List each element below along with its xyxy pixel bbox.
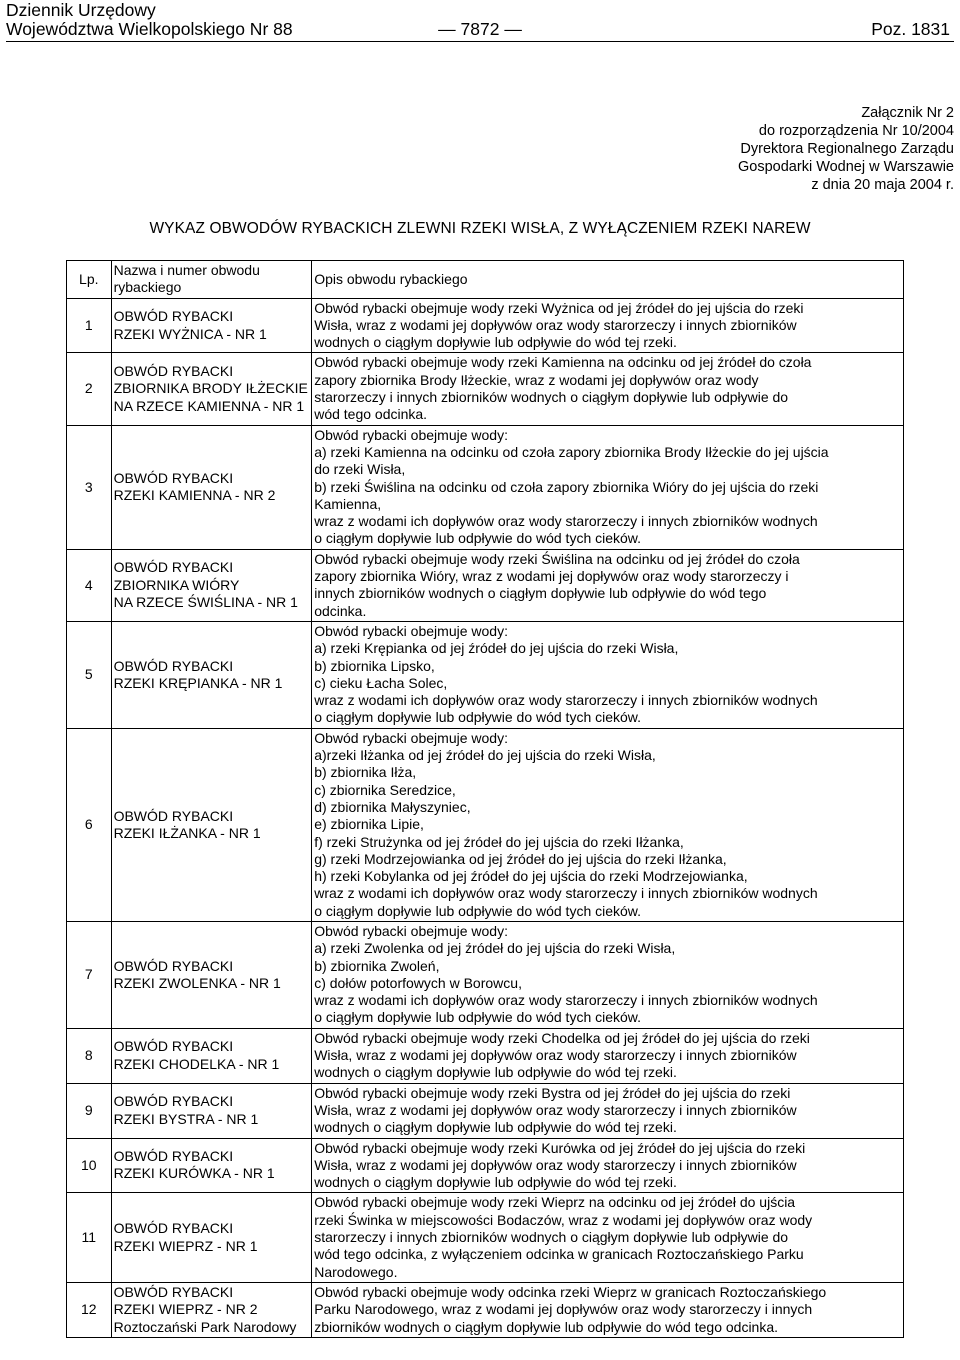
district-name-line: OBWÓD RYBACKI [113,657,234,674]
district-description [312,298,904,353]
row-number: 7 [67,921,112,1028]
description-line: Wisła, wraz z wodami jej dopływów oraz wody starorzeczy i innych zbiorników [314,1047,797,1064]
description-line: Wisła, wraz z wodami jej dopływów oraz wody starorzeczy i innych zbiorników [314,316,797,333]
row-number: 1 [67,298,112,353]
district-name [111,1282,312,1337]
district-name [111,353,312,425]
district-description [312,353,904,425]
description-line: starorzeczy i innych zbiorników wodnych o ciągłym dopływie lub odpływie do [314,389,789,406]
header-name-line: rybackiego [113,279,182,296]
description-line: Narodowego. [314,1263,398,1280]
description-line: e) zbiornika Lipie, [314,816,424,833]
description-line: g) rzeki Modrzejowianka od jej źródeł do jej ujścia do rzeki Iłżanka, [314,850,727,867]
district-name [111,1083,312,1138]
description-line: o ciągłym dopływie lub odpływie do wód tych cieków. [314,902,642,919]
description-line: h) rzeki Kobylanka od jej źródeł do jej ujścia do rzeki Modrzejowianka, [314,868,748,885]
description-line: a)rzeki Iłżanka od jej źródeł do jej ujścia do rzeki Wisła, [314,747,656,764]
description-line: rzeki Świnka w miejscowości Bodaczów, wraz z wodami jej dopływów oraz wody [314,1211,813,1228]
row-number: 8 [67,1028,112,1083]
district-description [312,425,904,549]
district-name-line: OBWÓD RYBACKI [113,807,234,824]
district-name [111,1138,312,1193]
table-row [67,621,904,728]
annex-line: do rozporządzenia Nr 10/2004 [758,123,954,139]
district-name-line: OBWÓD RYBACKI [113,1093,234,1110]
district-name-line: OBWÓD RYBACKI [113,469,234,486]
annex-line: Gospodarki Wodnej w Warszawie [738,159,954,175]
district-description [312,621,904,728]
row-number: 4 [67,549,112,621]
description-line: o ciągłym dopływie lub odpływie do wód tych cieków. [314,1009,642,1026]
row-number: 9 [67,1083,112,1138]
table-body [67,298,904,1337]
district-name [111,1028,312,1083]
district-name-line: ZBIORNIKA BRODY IŁŻECKIE [113,380,308,397]
description-line: zapory zbiornika Brody Iłżeckie, wraz z wodami jej dopływów oraz wody [314,371,759,388]
table-row [67,353,904,425]
description-line: wodnych o ciągłym dopływie lub odpływie do wód tej rzeki. [314,1119,677,1136]
description-line: Wisła, wraz z wodami jej dopływów oraz wody starorzeczy i innych zbiorników [314,1156,797,1173]
district-description [312,1083,904,1138]
description-line: wodnych o ciągłym dopływie lub odpływie do wód tej rzeki. [314,1064,677,1081]
district-name [111,728,312,921]
table-row [67,1083,904,1138]
description-line: c) zbiornika Seredzice, [314,781,456,798]
fishing-districts-table [66,260,904,1338]
description-line: zapory zbiornika Wióry, wraz z wodami jej dopływów oraz wody starorzeczy i [314,568,789,585]
description-line: b) zbiornika Zwoleń, [314,957,440,974]
table-row [67,728,904,921]
district-name-line: OBWÓD RYBACKI [113,1038,234,1055]
district-name [111,549,312,621]
district-name-line: OBWÓD RYBACKI [113,559,234,576]
district-name-line: ZBIORNIKA WIÓRY [113,576,240,593]
row-number: 5 [67,621,112,728]
description-line: wraz z wodami ich dopływów oraz wody starorzeczy i innych zbiorników wodnych [314,885,818,902]
district-name-line: OBWÓD RYBACKI [113,363,234,380]
district-description [312,1028,904,1083]
district-name-line: RZEKI KURÓWKA - NR 1 [113,1165,275,1182]
description-line: Kamienna, [314,495,382,512]
description-line: wraz z wodami ich dopływów oraz wody starorzeczy i innych zbiorników wodnych [314,992,818,1009]
description-line: a) rzeki Kamienna na odcinku od czoła zapory zbiornika Brody Iłżeckie do jej ujścia [314,443,829,460]
district-name [111,425,312,549]
description-line: wód tego odcinka, z wyłączeniem odcinka w granicach Roztoczańskiego Parku [314,1246,804,1263]
district-description [312,921,904,1028]
description-line: zbiorników wodnych o ciągłym dopływie lub odpływie do wód tego odcinka. [314,1318,779,1335]
journal-name-line2: Województwa Wielkopolskiego Nr 88 [6,19,293,39]
table-row [67,1282,904,1337]
district-description [312,549,904,621]
description-line: wodnych o ciągłym dopływie lub odpływie do wód tej rzeki. [314,1174,677,1191]
district-description [312,728,904,921]
header-name-line: Nazwa i numer obwodu [113,262,260,278]
header-name [111,261,312,299]
district-name [111,621,312,728]
description-line: wraz z wodami ich dopływów oraz wody starorzeczy i innych zbiorników wodnych [314,692,818,709]
district-description [312,1282,904,1337]
description-line: Obwód rybacki obejmuje wody: [314,622,508,639]
district-description [312,1193,904,1282]
description-line: Obwód rybacki obejmuje wody: [314,922,508,939]
description-line: a) rzeki Zwolenka od jej źródeł do jej ujścia do rzeki Wisła, [314,940,676,957]
description-line: Wisła, wraz z wodami jej dopływów oraz wody starorzeczy i innych zbiorników [314,1101,797,1118]
table-row [67,1138,904,1193]
table-row [67,1028,904,1083]
document-title: WYKAZ OBWODÓW RYBACKICH ZLEWNI RZEKI WISŁA, Z WYŁĄCZENIEM RZEKI NAREW [149,220,811,237]
description-line: o ciągłym dopływie lub odpływie do wód tych cieków. [314,709,642,726]
table-row [67,298,904,353]
description-line: innych zbiorników wodnych o ciągłym dopływie lub odpływie do wód tego [314,585,767,602]
position-number: Poz. 1831 [871,19,950,39]
description-line: Obwód rybacki obejmuje wody rzeki Bystra od jej źródeł do jej ujścia do rzeki [314,1084,791,1101]
district-name-line: RZEKI IŁŻANKA - NR 1 [113,824,261,841]
district-name-line: NA RZECE KAMIENNA - NR 1 [113,397,305,414]
description-line: Obwód rybacki obejmuje wody odcinka rzeki Wieprz w granicach Roztoczańskiego [314,1283,827,1300]
table-row [67,549,904,621]
annex-line: Dyrektora Regionalnego Zarządu [740,141,954,157]
district-name [111,298,312,353]
district-name [111,921,312,1028]
description-line: b) zbiornika Lipsko, [314,657,435,674]
row-number: 6 [67,728,112,921]
table-row [67,1193,904,1282]
description-line: Obwód rybacki obejmuje wody: [314,729,508,746]
page-header [6,1,954,42]
district-description [312,1138,904,1193]
description-line: b) rzeki Świślina na odcinku od czoła zapory zbiornika Wióry do jej ujścia do rzeki [314,478,819,495]
description-line: o ciągłym dopływie lub odpływie do wód tych cieków. [314,530,642,547]
district-name-line: OBWÓD RYBACKI [113,1283,234,1300]
description-line: Obwód rybacki obejmuje wody rzeki Świślina na odcinku od jej źródeł do czoła [314,550,800,567]
description-line: wodnych o ciągłym dopływie lub odpływie do wód tej rzeki. [314,334,677,351]
description-line: Obwód rybacki obejmuje wody rzeki Chodelka od jej źródeł do jej ujścia do rzeki [314,1029,810,1046]
description-line: c) cieku Łacha Solec, [314,674,448,691]
description-line: Obwód rybacki obejmuje wody rzeki Wyżnica od jej źródeł do jej ujścia do rzeki [314,299,804,316]
description-line: wraz z wodami ich dopływów oraz wody starorzeczy i innych zbiorników wodnych [314,513,818,530]
description-line: Obwód rybacki obejmuje wody rzeki Kamienna na odcinku od jej źródeł do czoła [314,354,812,371]
description-line: Obwód rybacki obejmuje wody: [314,426,508,443]
district-name-line: OBWÓD RYBACKI [113,1148,234,1165]
district-name-line: OBWÓD RYBACKI [113,957,234,974]
row-number: 12 [67,1282,112,1337]
row-number: 3 [67,425,112,549]
annex-note [534,104,954,194]
header-desc: Opis obwodu rybackiego [312,261,904,299]
district-name-line: RZEKI ZWOLENKA - NR 1 [113,974,281,991]
description-line: do rzeki Wisła, [314,461,406,478]
row-number: 10 [67,1138,112,1193]
header-lp: Lp. [67,261,112,299]
district-name-line: NA RZECE ŚWIŚLINA - NR 1 [113,593,298,610]
annex-line: Załącznik Nr 2 [861,105,954,121]
district-name-line: OBWÓD RYBACKI [113,308,234,325]
district-name-line: OBWÓD RYBACKI [113,1220,234,1237]
district-name-line: RZEKI WIEPRZ - NR 1 [113,1237,258,1254]
description-line: Parku Narodowego, wraz z wodami jej dopływów oraz wody starorzeczy i innych [314,1301,813,1318]
description-line: starorzeczy i innych zbiorników wodnych o ciągłym dopływie lub odpływie do [314,1229,789,1246]
journal-name-line1: Dziennik Urzędowy [6,0,156,20]
district-name-line: RZEKI WYŻNICA - NR 1 [113,325,267,342]
table-row [67,921,904,1028]
description-line: b) zbiornika Iłża, [314,764,417,781]
district-name-line: RZEKI CHODELKA - NR 1 [113,1055,280,1072]
annex-line: z dnia 20 maja 2004 r. [811,177,954,193]
description-line: f) rzeki Strużynka od jej źródeł do jej ujścia do rzeki Iłżanka, [314,833,684,850]
district-name [111,1193,312,1282]
page-number: — 7872 — [438,19,522,39]
description-line: Obwód rybacki obejmuje wody rzeki Wieprz na odcinku od jej źródeł do ujścia [314,1194,796,1211]
description-line: d) zbiornika Małyszyniec, [314,798,471,815]
row-number: 2 [67,353,112,425]
district-name-line: RZEKI KRĘPIANKA - NR 1 [113,674,283,691]
district-name-line: RZEKI BYSTRA - NR 1 [113,1110,259,1127]
district-name-line: RZEKI WIEPRZ - NR 2 [113,1301,258,1318]
description-line: c) dołów potorfowych w Borowcu, [314,974,522,991]
row-number: 11 [67,1193,112,1282]
description-line: a) rzeki Krępianka od jej źródeł do jej ujścia do rzeki Wisła, [314,640,679,657]
table-row [67,425,904,549]
table-header-row [67,261,904,299]
description-line: odcinka. [314,602,367,619]
description-line: Obwód rybacki obejmuje wody rzeki Kurówka od jej źródeł do jej ujścia do rzeki [314,1139,806,1156]
district-name-line: Roztoczański Park Narodowy [113,1318,297,1335]
district-name-line: RZEKI KAMIENNA - NR 2 [113,487,276,504]
description-line: wód tego odcinka. [314,406,428,423]
